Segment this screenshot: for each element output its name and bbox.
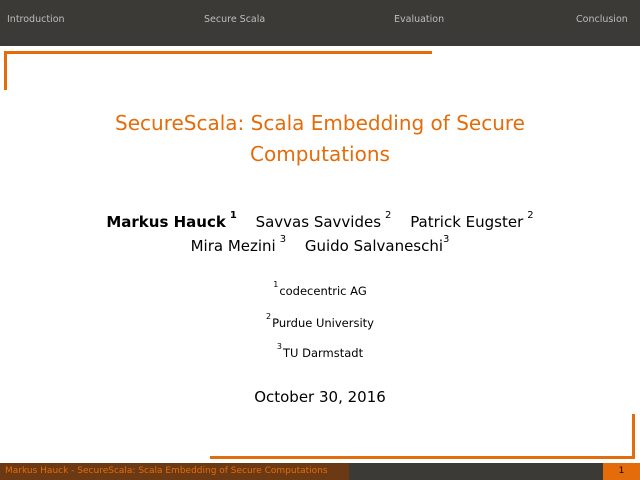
author-line-1 bbox=[0, 210, 640, 234]
affiliation: $^3$TU Darmstadt bbox=[276, 342, 364, 360]
author-name: Markus Hauck $^1$ bbox=[106, 210, 237, 231]
nav-item-evaluation[interactable]: Evaluation bbox=[394, 14, 445, 25]
nav-item-conclusion[interactable]: Conclusion bbox=[576, 14, 628, 25]
slide-title-line-2: Computations bbox=[250, 142, 390, 166]
page-number: 1 bbox=[603, 463, 640, 480]
footer-bar bbox=[0, 463, 640, 480]
author-name: Patrick Eugster $^2$ bbox=[410, 210, 534, 231]
author-list bbox=[0, 210, 640, 258]
corner-bracket-top-horizontal bbox=[4, 51, 432, 54]
affiliation: $^1$codecentric AG bbox=[273, 280, 367, 298]
author-name: Mira Mezini $^3$ bbox=[190, 234, 287, 255]
author-line-2 bbox=[0, 234, 640, 258]
footer-title: Markus Hauck - SecureScala: Scala Embedding of Secure Computations bbox=[0, 463, 349, 480]
nav-item-introduction[interactable]: Introduction bbox=[7, 14, 65, 25]
nav-item-secure-scala[interactable]: Secure Scala bbox=[204, 14, 266, 25]
affiliation: $^2$Purdue University bbox=[266, 312, 374, 330]
corner-bracket-top-vertical bbox=[4, 51, 7, 90]
presentation-date: October 30, 2016 bbox=[254, 388, 386, 406]
corner-bracket-bottom-vertical bbox=[632, 414, 635, 458]
author-name: Guido Salvaneschi$^3$ bbox=[304, 234, 450, 255]
slide-title bbox=[80, 108, 560, 170]
top-navigation-bar bbox=[0, 0, 640, 46]
author-name: Savvas Savvides $^2$ bbox=[255, 210, 392, 231]
slide-title-line-1: SecureScala: Scala Embedding of Secure bbox=[115, 111, 525, 135]
corner-bracket-bottom-horizontal bbox=[210, 456, 635, 459]
